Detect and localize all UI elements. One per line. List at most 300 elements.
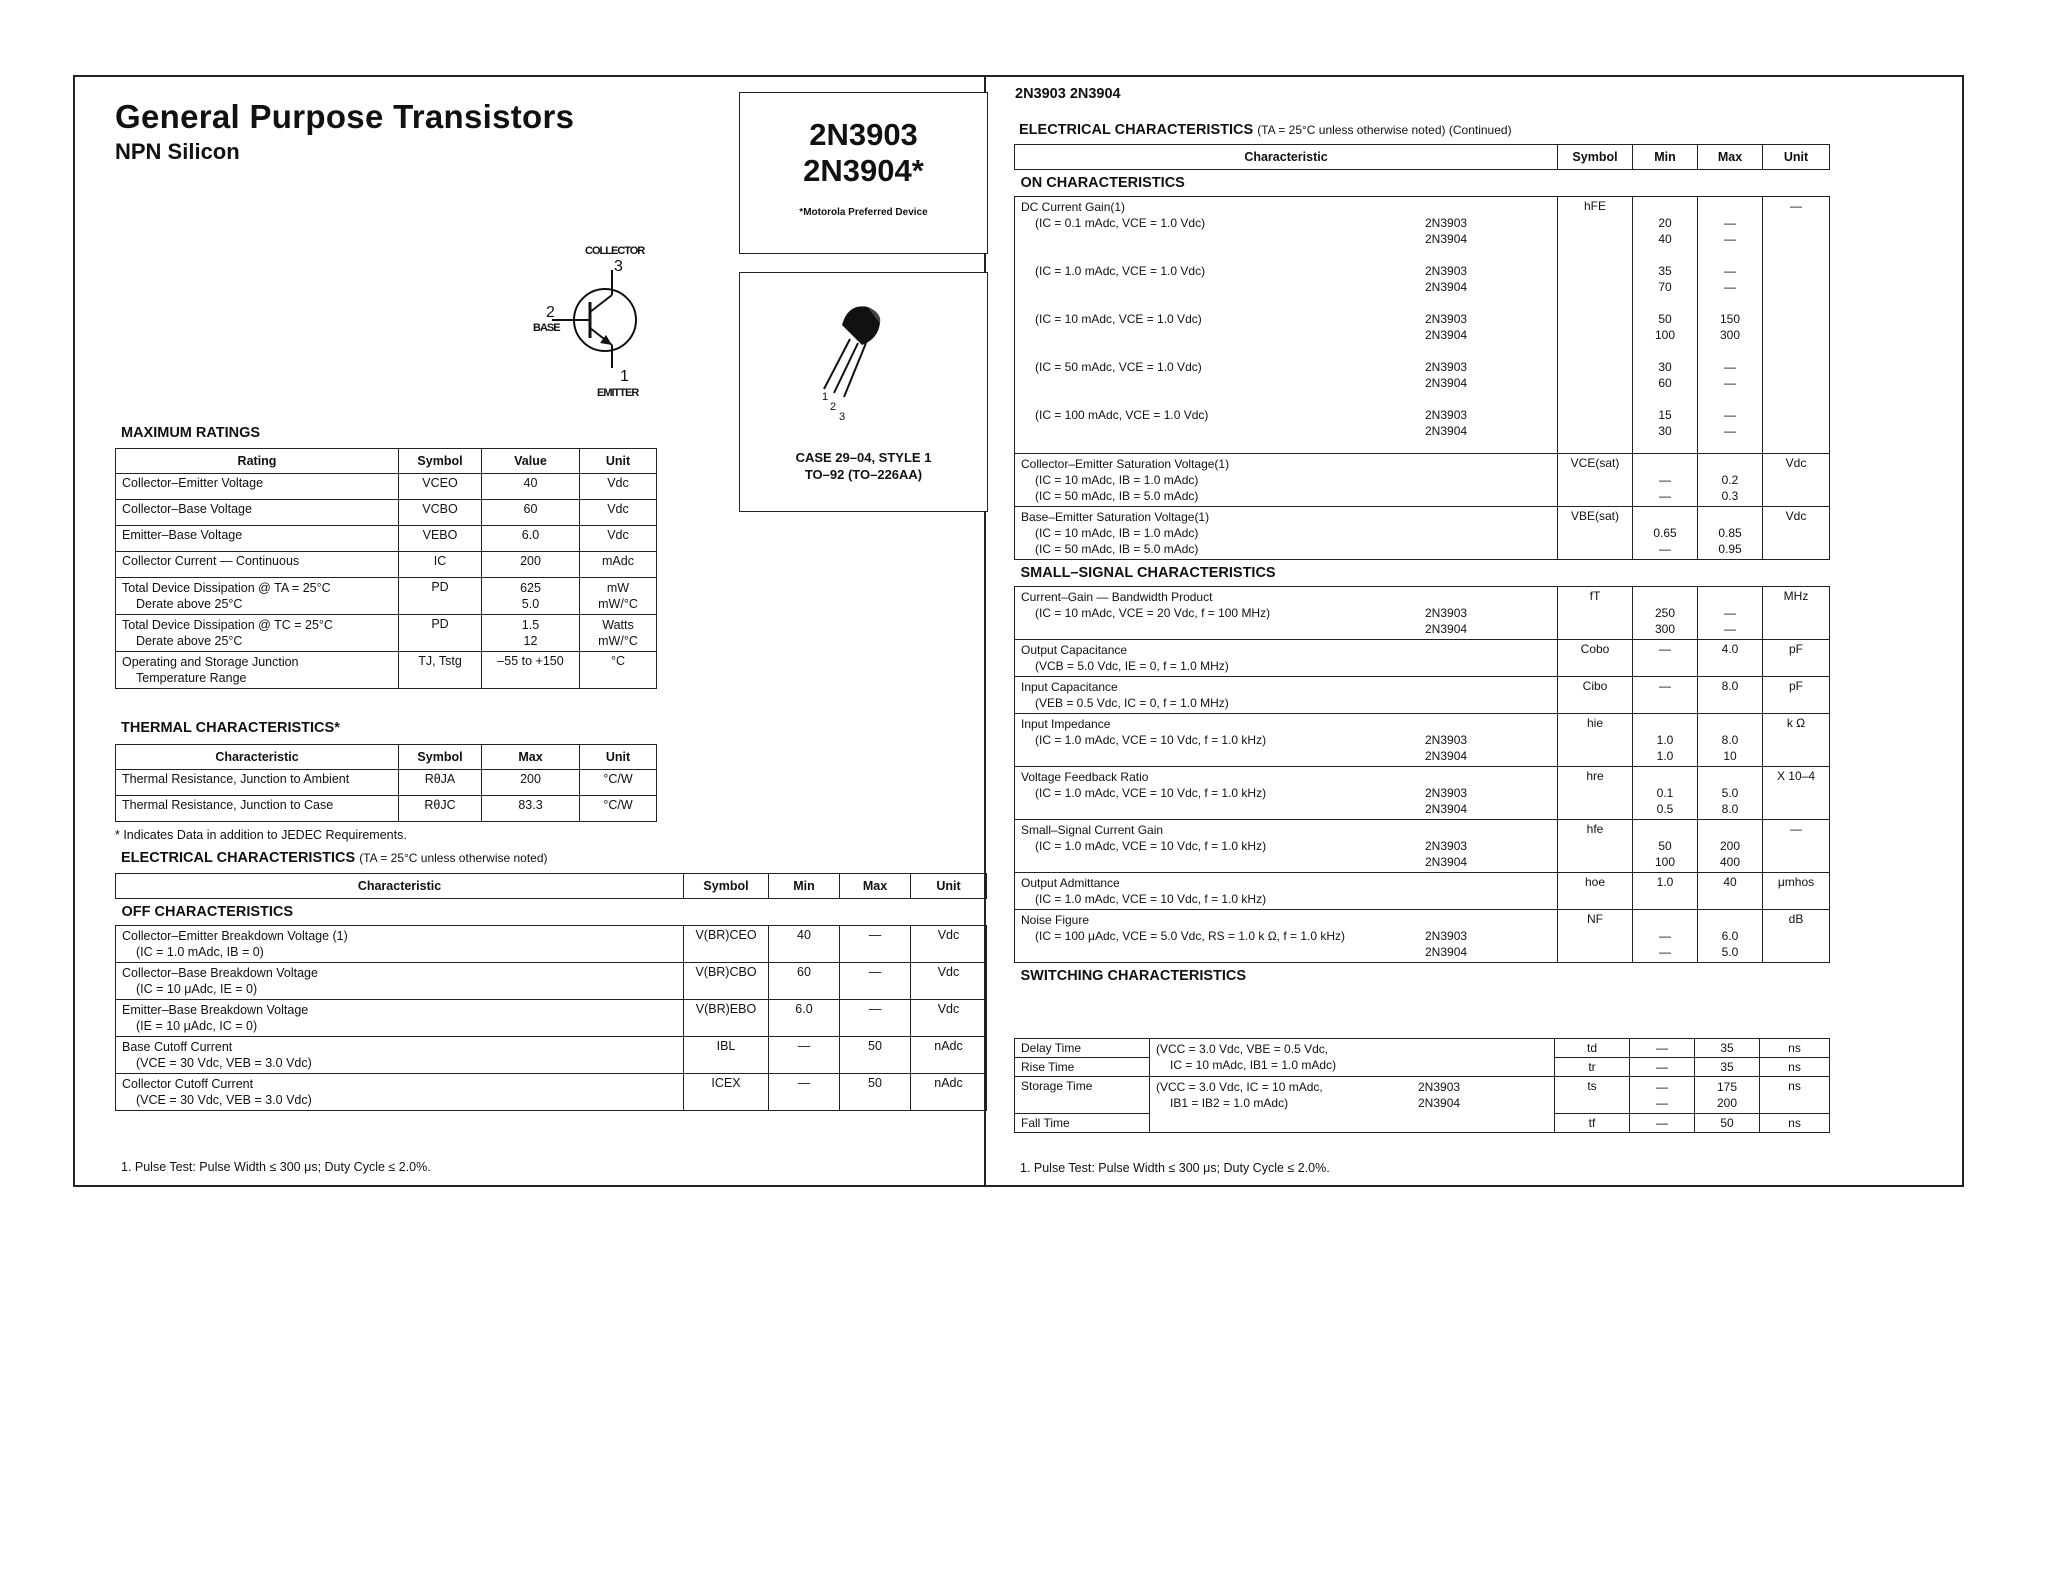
- part-label: 2N3904: [1425, 749, 1468, 763]
- right-characteristics-table: [1014, 144, 1830, 989]
- symbol-cell: ts: [1555, 1077, 1630, 1114]
- min-cell: 40: [769, 926, 840, 963]
- unit-cell: Vdc: [580, 474, 657, 500]
- max-ratings-table: [115, 448, 657, 689]
- table-row: [1015, 910, 1830, 963]
- char-line: Current–Gain — Bandwidth Product: [1021, 590, 1213, 604]
- symbol-cell: RθJC: [399, 796, 482, 822]
- switching-table: [1014, 1038, 1830, 1133]
- preferred-device-note: *Motorola Preferred Device: [799, 207, 928, 218]
- table-row: [116, 578, 657, 615]
- col-header: Symbol: [684, 874, 769, 899]
- unit-cell: ns: [1760, 1039, 1830, 1058]
- unit-cell: Vdc: [911, 963, 987, 1000]
- rating-cell-sub: Derate above 25°C: [136, 634, 243, 648]
- part-label: 2N3903: [1425, 216, 1468, 230]
- table-row: [1015, 820, 1830, 873]
- unit-cell: dB: [1763, 910, 1830, 963]
- cond-row: [1021, 785, 1551, 817]
- char-cond: (IC = 10 mAdc, VCE = 1.0 Vdc): [1035, 312, 1202, 326]
- symbol-cell: hfe: [1558, 820, 1633, 873]
- min-cell: —: [1630, 1114, 1695, 1133]
- max-cell: 6.0: [1721, 929, 1739, 943]
- symbol-cell: VEBO: [399, 526, 482, 552]
- max-cell: 0.2: [1721, 473, 1739, 487]
- unit-cell: MHz: [1763, 587, 1830, 640]
- unit-cell: nAdc: [911, 1074, 987, 1111]
- max-cell: —: [1724, 408, 1736, 422]
- table-row: [116, 652, 657, 689]
- right-electrical-heading-note: (TA = 25°C unless otherwise noted) (Continued): [1257, 123, 1512, 137]
- part-label: 2N3904: [1425, 328, 1468, 342]
- package-pin-2: 2: [830, 401, 837, 413]
- part-label: 2N3904: [1425, 232, 1468, 246]
- unit-cell: Watts: [602, 618, 634, 632]
- char-cond: (IC = 1.0 mAdc, VCE = 10 Vdc, f = 1.0 kHz): [1035, 892, 1267, 906]
- min-cell: 20: [1658, 216, 1672, 230]
- table-row: [116, 615, 657, 652]
- min-cell: 1.0: [1633, 873, 1698, 910]
- max-cell: —: [840, 926, 911, 963]
- table-row: [116, 552, 657, 578]
- char-cond: (IC = 1.0 mAdc, VCE = 1.0 Vdc): [1035, 264, 1206, 278]
- symbol-cell: VCBO: [399, 500, 482, 526]
- min-cell: 0.5: [1656, 802, 1674, 816]
- char-line: Small–Signal Current Gain: [1021, 823, 1164, 837]
- unit-cell: Vdc: [580, 526, 657, 552]
- max-cell: —: [840, 1000, 911, 1037]
- min-cell: —: [1630, 1039, 1695, 1058]
- char-line: Collector Cutoff Current: [122, 1077, 254, 1091]
- part-label: 2N3903: [1425, 360, 1468, 374]
- col-header: Min: [1633, 145, 1698, 170]
- package-pin-1: 1: [822, 391, 829, 403]
- max-cell: 175: [1716, 1080, 1738, 1094]
- rating-cell: Collector–Emitter Voltage: [116, 474, 399, 500]
- char-line: Noise Figure: [1021, 913, 1090, 927]
- char-cond: (VCE = 30 Vdc, VEB = 3.0 Vdc): [136, 1093, 312, 1107]
- char-cond: (IC = 100 μAdc, VCE = 5.0 Vdc, RS = 1.0 k Ω, f = 1.0 kHz): [1035, 929, 1346, 943]
- table-row: [116, 1037, 987, 1074]
- max-cell: —: [1724, 264, 1736, 278]
- min-cell: —: [1633, 640, 1698, 677]
- cond-row: [1021, 407, 1551, 439]
- char-cond: (IC = 1.0 mAdc, IB = 0): [136, 945, 264, 959]
- min-cell: 50: [1658, 312, 1672, 326]
- char-line: Output Admittance: [1021, 876, 1120, 890]
- part-label: 2N3903: [1425, 839, 1468, 853]
- part-label: 2N3903: [1425, 786, 1468, 800]
- table-row: [116, 926, 987, 963]
- off-characteristics-heading: OFF CHARACTERISTICS: [121, 904, 294, 920]
- char-cond: (IC = 1.0 mAdc, VCE = 10 Vdc, f = 1.0 kHz): [1035, 786, 1267, 800]
- page-subtitle: NPN Silicon: [115, 139, 240, 164]
- table-row: [116, 796, 657, 822]
- unit-cell: nAdc: [911, 1037, 987, 1074]
- unit-cell: ns: [1760, 1114, 1830, 1133]
- max-cell: —: [1724, 424, 1736, 438]
- cond-row: [1021, 732, 1551, 764]
- max-cell: 150: [1719, 312, 1741, 326]
- unit-cell: ns: [1760, 1077, 1830, 1114]
- package-box: [739, 272, 988, 512]
- max-cell: 4.0: [1698, 640, 1763, 677]
- unit-cell: X 10–4: [1763, 767, 1830, 820]
- max-cell: —: [1724, 606, 1736, 620]
- symbol-cell: hre: [1558, 767, 1633, 820]
- value-cell: 5.0: [521, 597, 540, 611]
- unit-cell: mW: [606, 581, 630, 595]
- char-line: Collector–Emitter Saturation Voltage(1): [1021, 457, 1230, 471]
- table-row: [1015, 1077, 1830, 1114]
- symbol-cell: Cibo: [1558, 677, 1633, 714]
- char-line: Base–Emitter Saturation Voltage(1): [1021, 510, 1210, 524]
- char-cond: (IC = 0.1 mAdc, VCE = 1.0 Vdc): [1035, 216, 1206, 230]
- col-header: Characteristic: [1015, 145, 1558, 170]
- char-line: Collector–Base Breakdown Voltage: [122, 966, 318, 980]
- value-cell: –55 to +150: [482, 652, 580, 689]
- part-number-box: [739, 92, 988, 254]
- char-line: Collector–Emitter Breakdown Voltage (1): [122, 929, 348, 943]
- unit-cell: pF: [1763, 640, 1830, 677]
- table-row: [1015, 714, 1830, 767]
- part-label: 2N3903: [1418, 1080, 1461, 1094]
- char-line: Base Cutoff Current: [122, 1040, 233, 1054]
- switch-name: Rise Time: [1015, 1058, 1150, 1077]
- col-header: Max: [840, 874, 911, 899]
- cond-row: [1021, 215, 1551, 247]
- symbol-cell: V(BR)EBO: [684, 1000, 769, 1037]
- right-page-header: 2N3903 2N3904: [1015, 86, 1121, 102]
- unit-cell: —: [1763, 820, 1830, 873]
- max-ratings-heading: MAXIMUM RATINGS: [121, 425, 261, 441]
- min-cell: 1.0: [1656, 749, 1674, 763]
- char-line: Emitter–Base Breakdown Voltage: [122, 1003, 309, 1017]
- part-label: 2N3903: [1425, 606, 1468, 620]
- unit-cell: —: [1763, 197, 1830, 454]
- table-row: [1015, 454, 1830, 507]
- char-cond: (IC = 100 mAdc, VCE = 1.0 Vdc): [1035, 408, 1209, 422]
- min-cell: 40: [1658, 232, 1672, 246]
- part-label: 2N3903: [1425, 408, 1468, 422]
- unit-cell: ns: [1760, 1058, 1830, 1077]
- collector-pin: 3: [614, 258, 623, 275]
- rating-cell: Emitter–Base Voltage: [116, 526, 399, 552]
- value-cell: 625: [520, 581, 541, 595]
- right-footnote: 1. Pulse Test: Pulse Width ≤ 300 μs; Duty Cycle ≤ 2.0%.: [1020, 1161, 1330, 1175]
- unit-cell: Vdc: [1763, 454, 1830, 507]
- min-cell: 300: [1654, 622, 1676, 636]
- symbol-cell: fT: [1558, 587, 1633, 640]
- table-row: [116, 1074, 987, 1111]
- symbol-cell: RθJA: [399, 770, 482, 796]
- package-pin-3: 3: [839, 411, 846, 423]
- table-row: [116, 770, 657, 796]
- right-electrical-heading: [1019, 122, 1512, 138]
- switch-name: Storage Time: [1015, 1077, 1150, 1114]
- table-row: [1015, 873, 1830, 910]
- unit-cell: Vdc: [580, 500, 657, 526]
- characteristic-cell: Thermal Resistance, Junction to Ambient: [116, 770, 399, 796]
- max-cell: —: [1724, 360, 1736, 374]
- max-cell: 40: [1698, 873, 1763, 910]
- unit-cell: Vdc: [1763, 507, 1830, 560]
- col-header: Characteristic: [116, 745, 399, 770]
- thermal-table: [115, 744, 657, 822]
- unit-cell: Vdc: [911, 926, 987, 963]
- part-label: 2N3904: [1425, 802, 1468, 816]
- char-cond: (IC = 50 mAdc, IB = 5.0 mAdc): [1035, 489, 1199, 503]
- max-cell: —: [1724, 216, 1736, 230]
- max-cell: 50: [840, 1074, 911, 1111]
- char-cond: (VCE = 30 Vdc, VEB = 3.0 Vdc): [136, 1056, 312, 1070]
- table-row: [116, 474, 657, 500]
- symbol-cell: tr: [1555, 1058, 1630, 1077]
- col-header: Max: [482, 745, 580, 770]
- symbol-cell: VBE(sat): [1558, 507, 1633, 560]
- max-cell: 300: [1719, 328, 1741, 342]
- min-cell: 100: [1654, 855, 1676, 869]
- unit-cell: °C/W: [580, 796, 657, 822]
- switch-cond: (VCC = 3.0 Vdc, VBE = 0.5 Vdc,: [1156, 1042, 1329, 1056]
- max-cell: —: [840, 963, 911, 1000]
- min-cell: —: [1659, 473, 1671, 487]
- char-cond: (IC = 10 mAdc, IB = 1.0 mAdc): [1035, 526, 1199, 540]
- part-label: 2N3903: [1425, 733, 1468, 747]
- thermal-heading: THERMAL CHARACTERISTICS*: [121, 720, 340, 736]
- char-cond: (IC = 50 mAdc, VCE = 1.0 Vdc): [1035, 360, 1202, 374]
- char-line: Input Impedance: [1021, 717, 1111, 731]
- max-cell: —: [1724, 280, 1736, 294]
- col-header: Unit: [1763, 145, 1830, 170]
- table-row: [1015, 677, 1830, 714]
- table-row: [116, 500, 657, 526]
- min-cell: 100: [1654, 328, 1676, 342]
- col-header: Symbol: [399, 745, 482, 770]
- min-cell: —: [1633, 677, 1698, 714]
- min-cell: —: [1656, 1080, 1668, 1094]
- max-cell: 400: [1719, 855, 1741, 869]
- emitter-label: EMITTER: [597, 387, 639, 399]
- max-cell: 0.85: [1718, 526, 1742, 540]
- part-label: 2N3904: [1425, 855, 1468, 869]
- char-line: Input Capacitance: [1021, 680, 1118, 694]
- min-cell: 6.0: [769, 1000, 840, 1037]
- on-characteristics-heading: ON CHARACTERISTICS: [1020, 175, 1185, 191]
- switch-name: Fall Time: [1015, 1114, 1150, 1133]
- switch-cond: IC = 10 mAdc, IB1 = 1.0 mAdc): [1170, 1058, 1337, 1072]
- max-cell: 50: [1695, 1114, 1760, 1133]
- table-row: [116, 1000, 987, 1037]
- max-cell: —: [1724, 232, 1736, 246]
- unit-cell: °C/W: [580, 770, 657, 796]
- table-row: [1015, 1039, 1830, 1058]
- symbol-cell: hie: [1558, 714, 1633, 767]
- min-cell: 15: [1658, 408, 1672, 422]
- cond-row: [1021, 359, 1551, 391]
- col-header: Characteristic: [116, 874, 684, 899]
- char-cond: (VCB = 5.0 Vdc, IE = 0, f = 1.0 MHz): [1035, 659, 1229, 673]
- emitter-pin: 1: [620, 368, 629, 385]
- unit-cell: mW/°C: [598, 597, 638, 611]
- max-cell: —: [1724, 622, 1736, 636]
- min-cell: —: [1659, 542, 1671, 556]
- cond-row: [1021, 263, 1551, 295]
- unit-cell: μmhos: [1763, 873, 1830, 910]
- left-footnote: 1. Pulse Test: Pulse Width ≤ 300 μs; Duty Cycle ≤ 2.0%.: [121, 1160, 431, 1174]
- symbol-cell: hoe: [1558, 873, 1633, 910]
- unit-cell: °C: [580, 652, 657, 689]
- max-cell: 35: [1695, 1058, 1760, 1077]
- max-cell: 200: [1716, 1096, 1738, 1110]
- value-cell: 40: [482, 474, 580, 500]
- value-cell: 1.5: [521, 618, 540, 632]
- table-row: [116, 963, 987, 1000]
- symbol-cell: NF: [1558, 910, 1633, 963]
- electrical-heading-text: ELECTRICAL CHARACTERISTICS: [121, 850, 356, 866]
- case-style: CASE 29–04, STYLE 1: [795, 450, 932, 465]
- unit-cell: mW/°C: [598, 634, 638, 648]
- value-cell: 60: [482, 500, 580, 526]
- char-cond: (VEB = 0.5 Vdc, IC = 0, f = 1.0 MHz): [1035, 696, 1229, 710]
- symbol-cell: V(BR)CBO: [684, 963, 769, 1000]
- base-pin: 2: [546, 304, 555, 321]
- symbol-cell: IBL: [684, 1037, 769, 1074]
- min-cell: 35: [1658, 264, 1672, 278]
- char-line: Voltage Feedback Ratio: [1021, 770, 1149, 784]
- symbol-cell: PD: [399, 578, 482, 615]
- switch-name: Delay Time: [1015, 1039, 1150, 1058]
- max-cell: 35: [1695, 1039, 1760, 1058]
- part-label: 2N3904: [1425, 945, 1468, 959]
- col-header: Max: [1698, 145, 1763, 170]
- col-header: Unit: [911, 874, 987, 899]
- unit-cell: mAdc: [580, 552, 657, 578]
- table-row: [1015, 767, 1830, 820]
- max-cell: 10: [1723, 749, 1737, 763]
- cond-row: [1021, 928, 1551, 960]
- max-cell: 8.0: [1721, 802, 1739, 816]
- value-cell: 12: [523, 634, 538, 648]
- table-row: [1015, 507, 1830, 560]
- char-cond: (IC = 10 mAdc, VCE = 20 Vdc, f = 100 MHz): [1035, 606, 1271, 620]
- part-2n3903: 2N3903: [809, 117, 918, 152]
- rating-cell: Collector Current — Continuous: [116, 552, 399, 578]
- value-cell: 200: [482, 552, 580, 578]
- min-cell: 250: [1654, 606, 1676, 620]
- base-label: BASE: [533, 322, 560, 334]
- rating-cell: Total Device Dissipation @ TA = 25°C: [122, 581, 331, 595]
- max-cell: 8.0: [1698, 677, 1763, 714]
- jedec-note: * Indicates Data in addition to JEDEC Requirements.: [115, 828, 407, 842]
- min-cell: —: [1630, 1058, 1695, 1077]
- symbol-cell: TJ, Tstg: [399, 652, 482, 689]
- unit-cell: pF: [1763, 677, 1830, 714]
- col-header: Symbol: [1558, 145, 1633, 170]
- char-cond: (IC = 10 mAdc, IB = 1.0 mAdc): [1035, 473, 1199, 487]
- col-header: Unit: [580, 745, 657, 770]
- small-signal-heading: SMALL–SIGNAL CHARACTERISTICS: [1020, 565, 1276, 581]
- max-cell: 5.0: [1721, 786, 1739, 800]
- min-cell: 30: [1658, 424, 1672, 438]
- symbol-cell: hFE: [1558, 197, 1633, 454]
- max-cell: 8.0: [1721, 733, 1739, 747]
- part-2n3904: 2N3904*: [803, 153, 924, 188]
- rating-cell: Collector–Base Voltage: [116, 500, 399, 526]
- cond-row: [1021, 311, 1551, 343]
- min-cell: —: [1659, 945, 1671, 959]
- min-cell: 0.1: [1656, 786, 1674, 800]
- max-cell: 83.3: [482, 796, 580, 822]
- symbol-cell: tf: [1555, 1114, 1630, 1133]
- case-package: TO–92 (TO–226AA): [804, 467, 923, 482]
- electrical-heading-note: (TA = 25°C unless otherwise noted): [359, 851, 548, 865]
- min-cell: —: [769, 1037, 840, 1074]
- part-label: 2N3903: [1425, 264, 1468, 278]
- max-cell: 200: [482, 770, 580, 796]
- min-cell: 70: [1658, 280, 1672, 294]
- page-title: General Purpose Transistors: [115, 98, 575, 135]
- col-header: Symbol: [399, 449, 482, 474]
- cond-row: [1021, 838, 1551, 870]
- collector-label: COLLECTOR: [585, 245, 645, 257]
- char-line: Output Capacitance: [1021, 643, 1128, 657]
- max-cell: 200: [1719, 839, 1741, 853]
- table-row: [116, 526, 657, 552]
- min-cell: —: [769, 1074, 840, 1111]
- part-label: 2N3904: [1425, 376, 1468, 390]
- symbol-cell: PD: [399, 615, 482, 652]
- max-cell: 5.0: [1721, 945, 1739, 959]
- min-cell: 30: [1658, 360, 1672, 374]
- char-cond: (IC = 10 μAdc, IE = 0): [136, 982, 258, 996]
- part-label: 2N3904: [1425, 424, 1468, 438]
- max-cell: —: [1724, 376, 1736, 390]
- char-cond: (IE = 10 μAdc, IC = 0): [136, 1019, 258, 1033]
- col-header: Rating: [116, 449, 399, 474]
- electrical-heading: [121, 850, 548, 866]
- min-cell: —: [1659, 489, 1671, 503]
- char-cond: (IC = 1.0 mAdc, VCE = 10 Vdc, f = 1.0 kHz): [1035, 733, 1267, 747]
- unit-cell: k Ω: [1763, 714, 1830, 767]
- min-cell: —: [1656, 1096, 1668, 1110]
- min-cell: 60: [1658, 376, 1672, 390]
- unit-cell: Vdc: [911, 1000, 987, 1037]
- max-cell: 50: [840, 1037, 911, 1074]
- to92-package-icon: [810, 293, 920, 403]
- min-cell: 60: [769, 963, 840, 1000]
- max-cell: 0.95: [1718, 542, 1742, 556]
- right-electrical-heading-text: ELECTRICAL CHARACTERISTICS: [1019, 122, 1254, 138]
- characteristic-cell: Thermal Resistance, Junction to Case: [116, 796, 399, 822]
- char-line: DC Current Gain(1): [1021, 200, 1126, 214]
- switch-cond: IB1 = IB2 = 1.0 mAdc): [1170, 1096, 1289, 1110]
- table-row: [1015, 587, 1830, 640]
- part-label: 2N3904: [1425, 622, 1468, 636]
- char-cond: (IC = 50 mAdc, IB = 5.0 mAdc): [1035, 542, 1199, 556]
- symbol-cell: V(BR)CEO: [684, 926, 769, 963]
- col-header: Min: [769, 874, 840, 899]
- cond-row: [1021, 605, 1551, 637]
- part-label: 2N3904: [1418, 1096, 1461, 1110]
- off-characteristics-table: [115, 873, 987, 1111]
- col-header: Value: [482, 449, 580, 474]
- max-cell: 0.3: [1721, 489, 1739, 503]
- rating-cell: Operating and Storage Junction: [122, 655, 299, 669]
- value-cell: 6.0: [482, 526, 580, 552]
- table-row: [1015, 640, 1830, 677]
- min-cell: 1.0: [1656, 733, 1674, 747]
